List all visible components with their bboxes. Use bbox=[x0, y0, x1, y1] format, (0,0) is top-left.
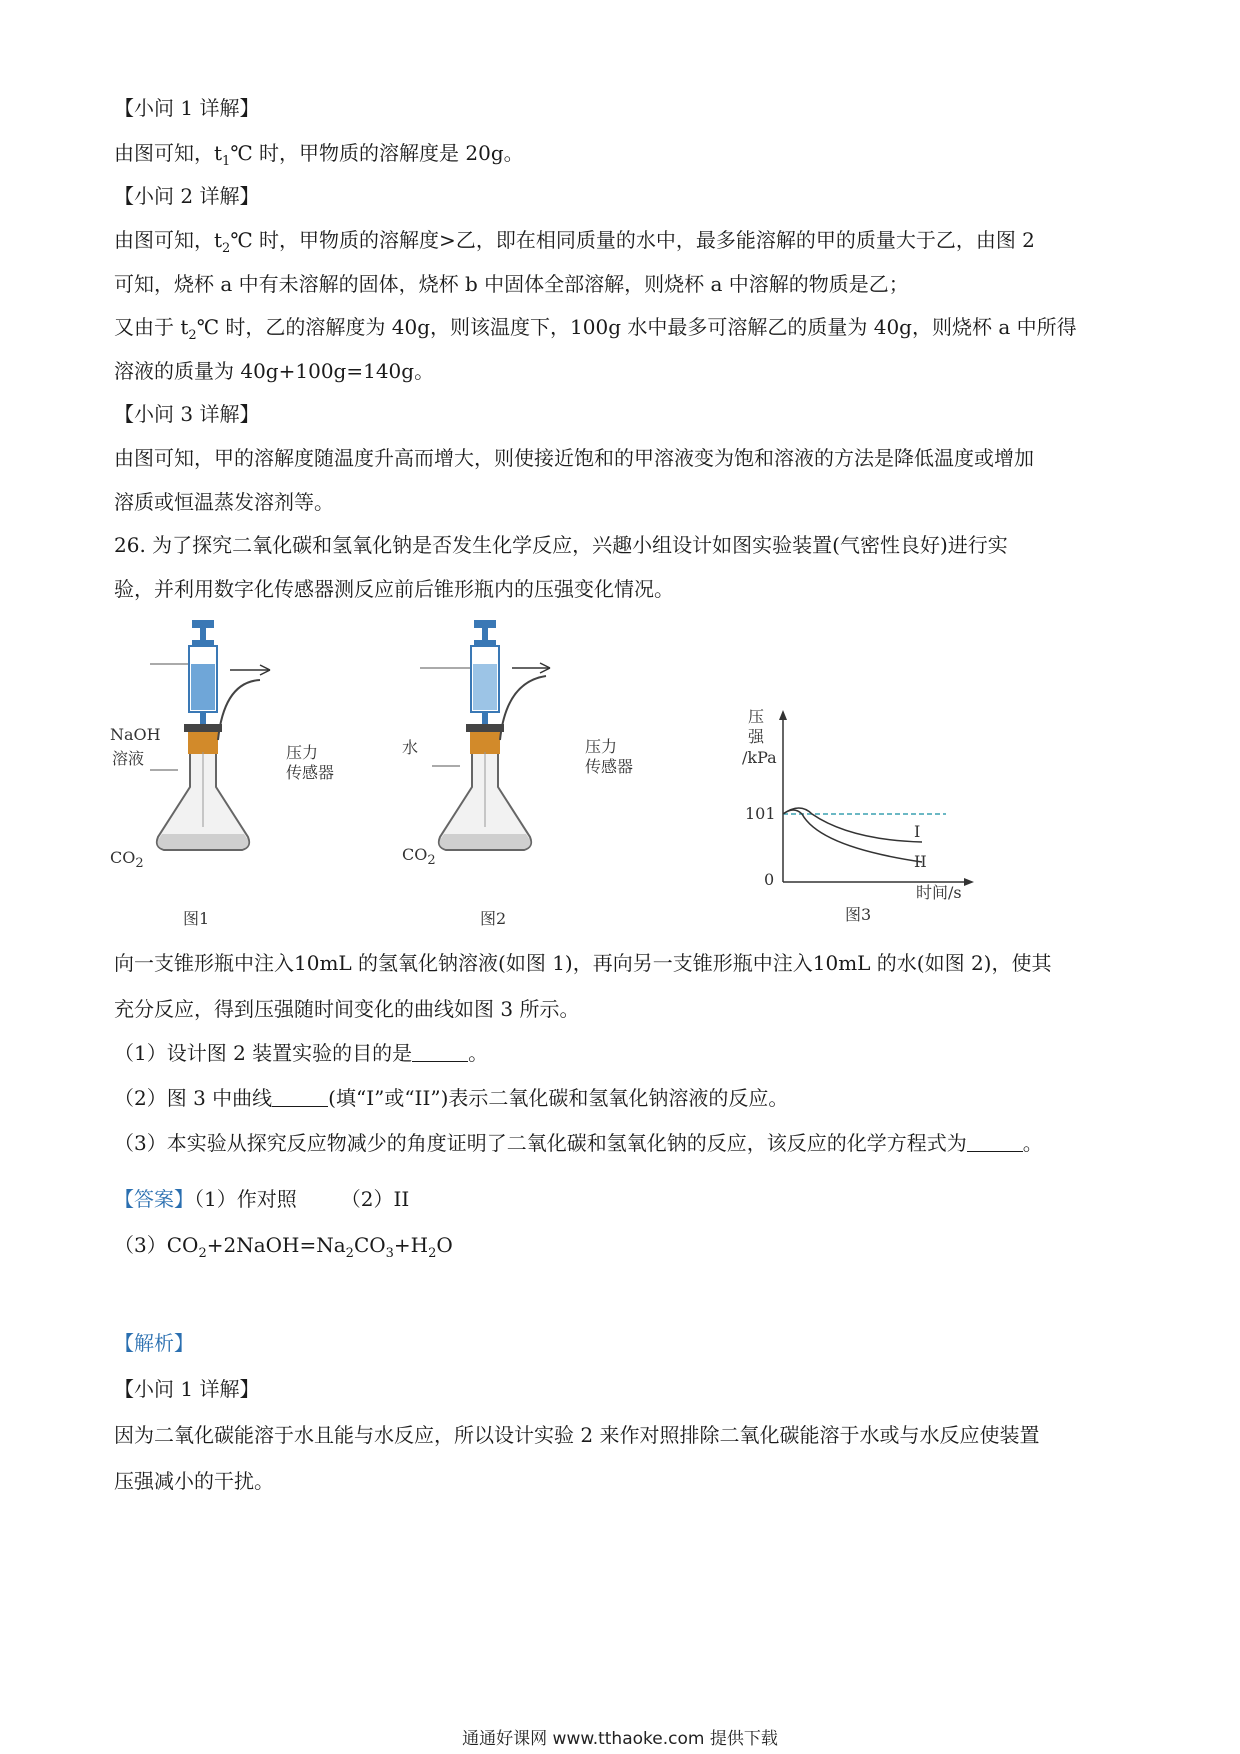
text-line: 溶液的质量为 40g+100g=140g。 bbox=[114, 359, 435, 383]
figure-3-ylabel-1: 压 bbox=[748, 707, 765, 726]
text-line: 由图可知，$t_2℃$ 时，甲物质的溶解度>乙，即在相同质量的水中，最多能溶解的甲的质量大于乙，由图 2 bbox=[114, 228, 1035, 256]
syringe-needle-base bbox=[482, 712, 488, 724]
page-footer: 通通好课网 www.tthaoke.com 提供下载 bbox=[462, 1729, 778, 1749]
y-axis-arrow-icon bbox=[779, 710, 787, 720]
figure-2-sensor-label-1: 压力 bbox=[585, 737, 618, 756]
question-26-stem: 26. 为了探究二氧化碳和氢氧化钠是否发生化学反应，兴趣小组设计如图实验装置(气密性良好)进行实 bbox=[114, 533, 1008, 557]
answer-line-2: $(3)CO_2+2NaOH=Na_2CO_3+H_2O$ bbox=[114, 1233, 453, 1261]
figure-3-curve-I-label: I bbox=[914, 822, 921, 841]
text-line: 压强减小的干扰。 bbox=[114, 1469, 274, 1493]
analysis-heading: 【解析】 bbox=[114, 1331, 194, 1355]
figure-3-y101-label: 101 bbox=[745, 804, 776, 823]
syringe-liquid bbox=[473, 664, 497, 710]
figure-1-gas-label: $CO_2$ bbox=[110, 848, 144, 872]
text-line: 由图可知，甲的溶解度随温度升高而增大，则使接近饱和的甲溶液变为饱和溶液的方法是降低温度或增加 bbox=[114, 446, 1034, 470]
rubber-stopper bbox=[188, 732, 218, 754]
flask-solution bbox=[440, 834, 531, 849]
answer-line-1: 【答案】（1）作对照 （2）II bbox=[114, 1187, 410, 1211]
figure-1-liquid-label-2: 溶液 bbox=[112, 749, 145, 768]
text-line: 向一支锥形瓶中注入10mL 的氢氧化钠溶液(如图 1)，再向另一支锥形瓶中注入10mL 的水(如图 2)，使其 bbox=[114, 951, 1052, 975]
figure-1-caption: 图1 bbox=[183, 909, 210, 928]
text-line: 由图可知，$t_1℃$ 时，甲物质的溶解度是 20g。 bbox=[114, 141, 524, 169]
x-axis-arrow-icon bbox=[964, 878, 974, 886]
text-line: 溶质或恒温蒸发溶剂等。 bbox=[114, 490, 334, 514]
question-1: （1）设计图 2 装置实验的目的是 。 bbox=[114, 1041, 489, 1065]
text-line: 可知，烧杯 a 中有未溶解的固体，烧杯 b 中固体全部溶解，则烧杯 a 中溶解的物质是乙； bbox=[114, 272, 909, 296]
figure-3-origin-label: 0 bbox=[764, 870, 775, 889]
text-line: 验，并利用数字化传感器测反应前后锥形瓶内的压强变化情况。 bbox=[114, 577, 674, 601]
figure-1-sensor-label-1: 压力 bbox=[286, 743, 319, 762]
syringe-plunger-cap bbox=[474, 620, 496, 628]
figure-2-caption: 图2 bbox=[480, 909, 507, 928]
subquestion-1-heading: 【小问 1 详解】 bbox=[114, 1377, 260, 1401]
figure-1-liquid-label: NaOH bbox=[110, 725, 161, 744]
answer-blank bbox=[967, 1133, 1023, 1152]
flask-clamp bbox=[466, 724, 504, 732]
flask-clamp bbox=[184, 724, 222, 732]
text-line: 又由于 $t_2℃$ 时，乙的溶解度为 40g，则该温度下，100g 水中最多可溶解乙的质量为 40g，则烧杯 a 中所得 bbox=[114, 315, 1077, 343]
flask-solution bbox=[158, 834, 249, 849]
sensor-tube bbox=[500, 676, 546, 740]
rubber-stopper bbox=[470, 732, 500, 754]
sensor-tube bbox=[218, 680, 260, 740]
figure-3-ylabel-3: /kPa bbox=[742, 748, 777, 767]
figure-2-gas-label: $CO_2$ bbox=[402, 845, 436, 869]
question-2: （2）图 3 中曲线 (填“I”或“II”)表示二氧化碳和氢氧化钠溶液的反应。 bbox=[114, 1086, 789, 1110]
figure-1-sensor-label-2: 传感器 bbox=[286, 763, 335, 782]
subquestion-1-heading: 【小问 1 详解】 bbox=[114, 96, 260, 120]
text-line: 因为二氧化碳能溶于水且能与水反应，所以设计实验 2 来作对照排除二氧化碳能溶于水或与水反应使装置 bbox=[114, 1423, 1040, 1447]
answer-blank bbox=[272, 1088, 328, 1107]
syringe-needle-base bbox=[200, 712, 206, 724]
curve-II bbox=[783, 810, 922, 862]
figure-2-liquid-label: 水 bbox=[402, 738, 419, 757]
curve-I bbox=[783, 808, 922, 842]
figure-3-ylabel-2: 强 bbox=[748, 727, 765, 746]
figure-3-caption: 图3 bbox=[845, 905, 872, 924]
figure-2-sensor-label-2: 传感器 bbox=[585, 757, 634, 776]
figure-3-curve-II-label: II bbox=[914, 852, 927, 871]
syringe-plunger-cap bbox=[192, 620, 214, 628]
text-line: 充分反应，得到压强随时间变化的曲线如图 3 所示。 bbox=[114, 997, 580, 1021]
syringe-liquid bbox=[191, 664, 215, 710]
figure-3-xlabel: 时间/s bbox=[916, 883, 962, 902]
question-3: （3）本实验从探究反应物减少的角度证明了二氧化碳和氢氧化钠的反应，该反应的化学方程式为 。 bbox=[114, 1131, 1043, 1155]
subquestion-3-heading: 【小问 3 详解】 bbox=[114, 402, 260, 426]
answer-blank bbox=[412, 1043, 468, 1062]
subquestion-2-heading: 【小问 2 详解】 bbox=[114, 184, 260, 208]
